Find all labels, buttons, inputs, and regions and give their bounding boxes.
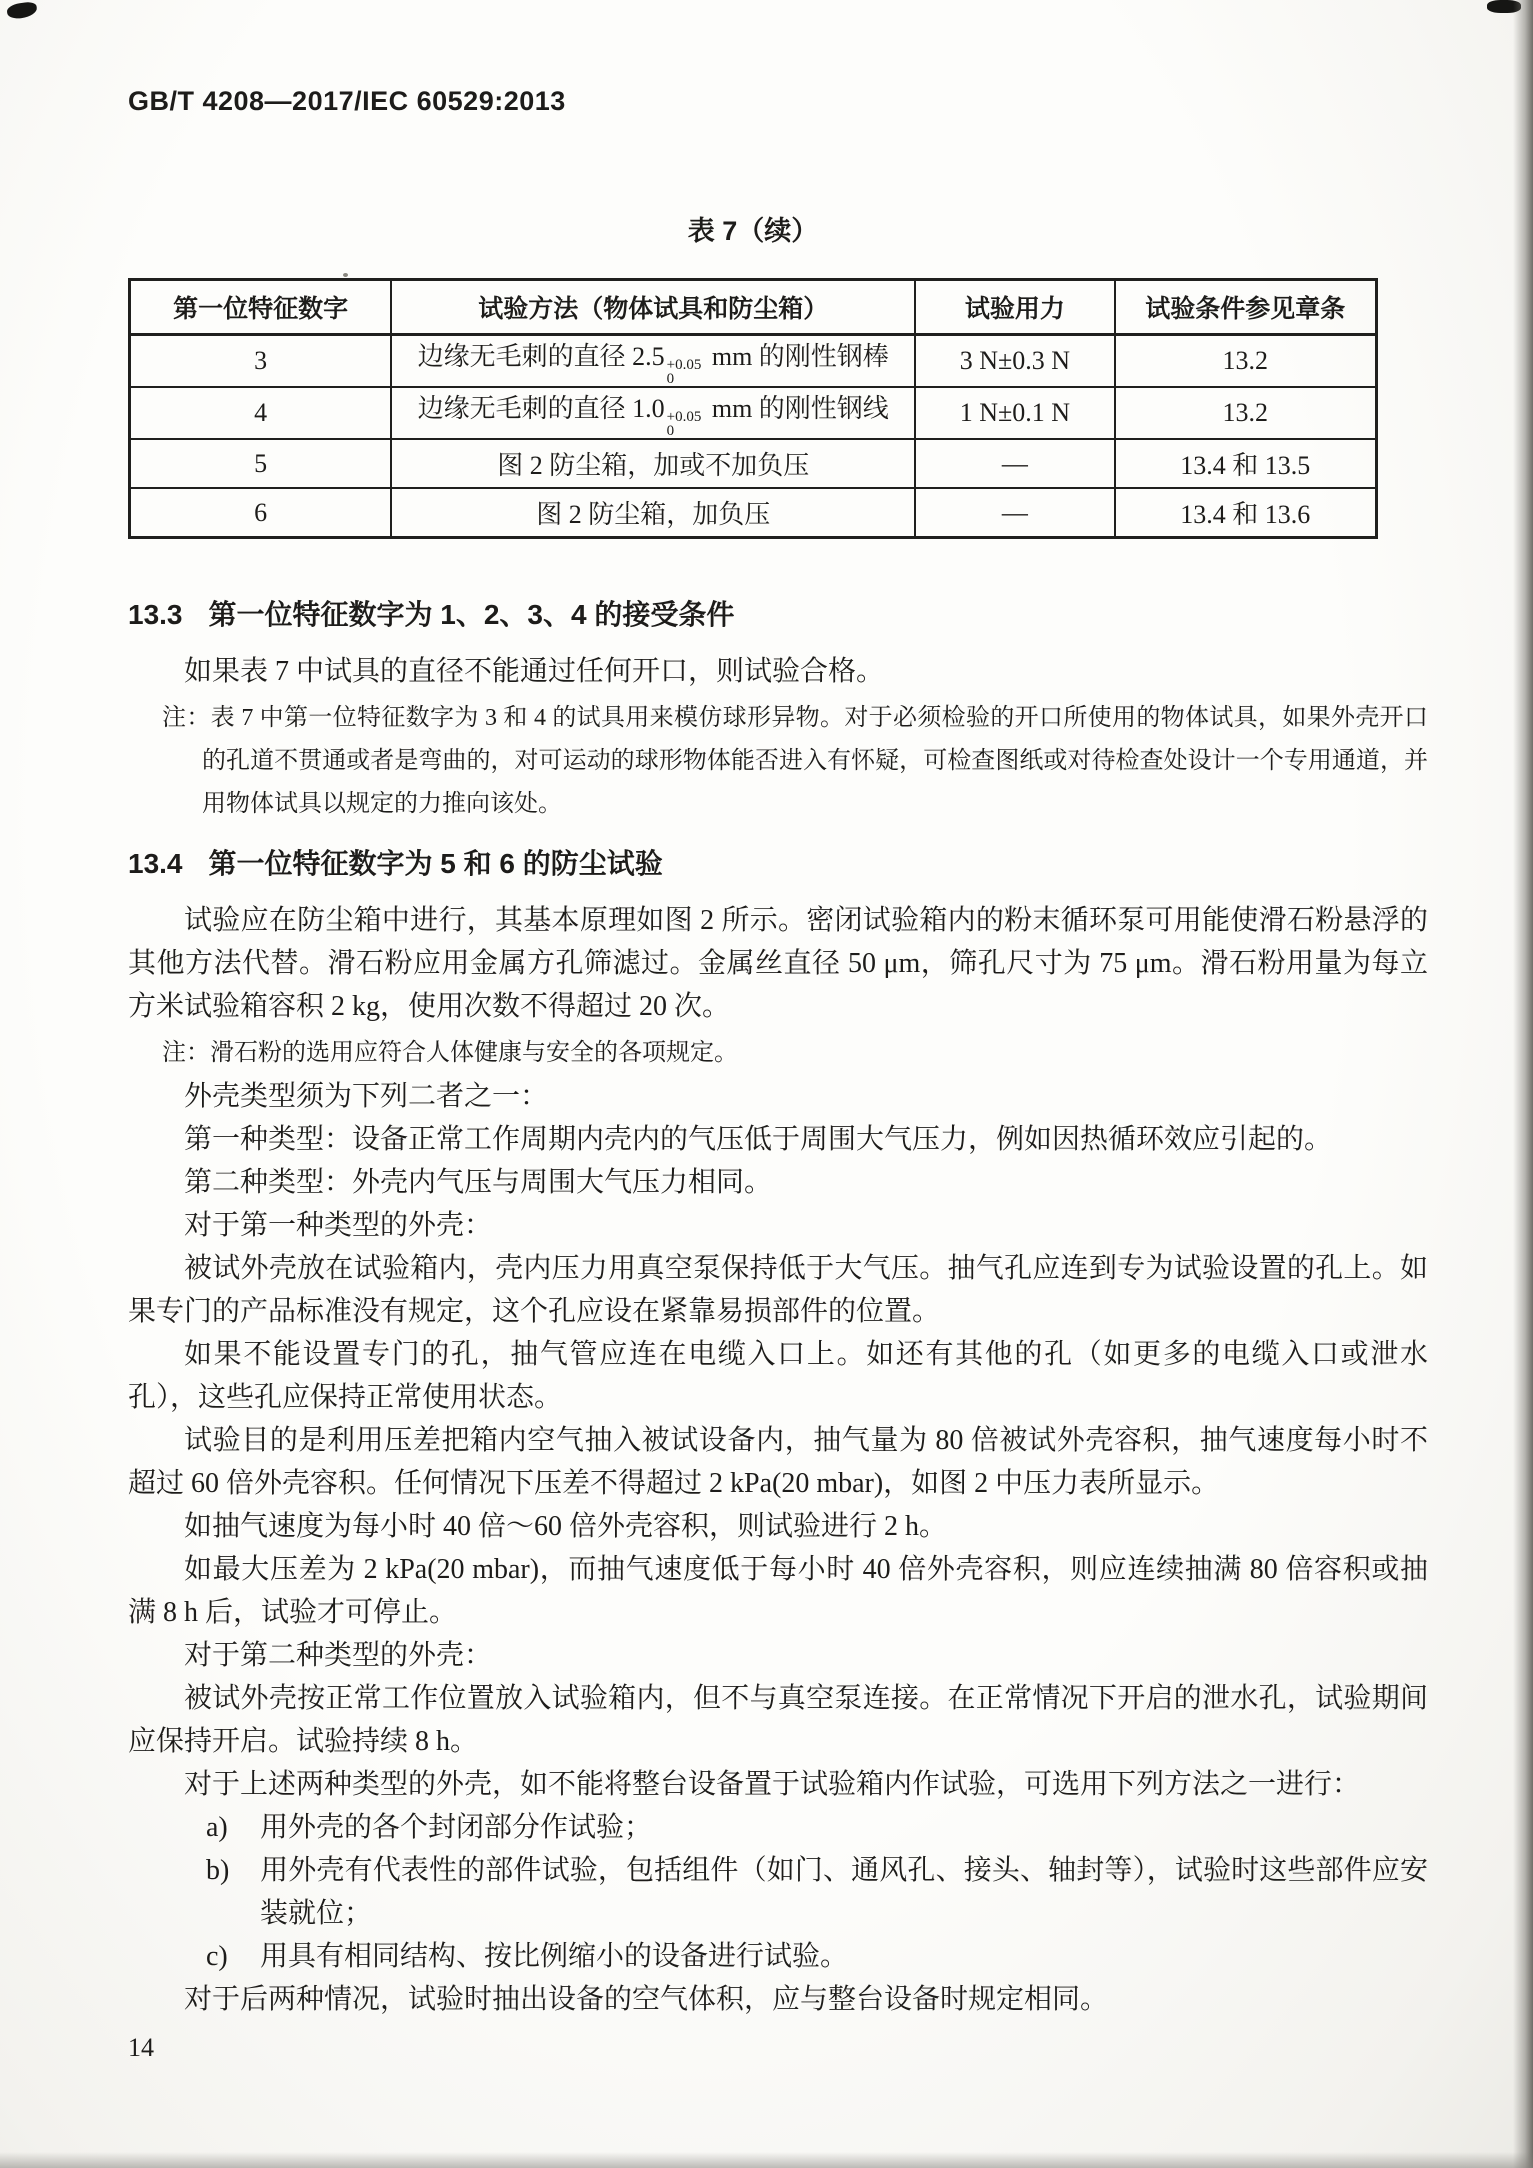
scan-artifact <box>0 2152 1533 2168</box>
tolerance-upper: +0.05 <box>666 357 702 373</box>
cell-clause: 13.2 <box>1115 387 1377 439</box>
cell-clause: 13.2 <box>1115 335 1377 388</box>
table-row <box>130 488 1377 538</box>
list-marker: c) <box>206 1941 228 1972</box>
paragraph-for-type-2: 对于第二种类型的外壳： <box>184 1640 493 1671</box>
col-header-clause-ref: 试验条件参见章条 <box>1115 280 1377 335</box>
cell-method: 图 2 防尘箱，加或不加负压 <box>391 439 915 488</box>
standard-code: GB/T 4208—2017/IEC 60529:2013 <box>128 86 566 116</box>
paragraph-type-2: 第二种类型：外壳内气压与周围大气压力相同。 <box>184 1167 773 1198</box>
paragraph-extraction-rate: 如抽气速度为每小时 40 倍～60 倍外壳容积，则试验进行 2 h。 <box>184 1511 948 1542</box>
paragraph-for-type-1: 对于第一种类型的外壳： <box>184 1210 493 1241</box>
tolerance-stack <box>667 410 702 438</box>
paragraph-normal-position: 被试外壳按正常工作位置放入试验箱内，但不与真空泵连接。在正常情况下开启的泄水孔，试验期间应保持开启。试验持续 8 h。 <box>128 1683 1428 1757</box>
method-text: 边缘无毛刺的直径 2.5 <box>417 342 665 371</box>
list-item-text: 用具有相同结构、按比例缩小的设备进行试验。 <box>260 1941 849 1972</box>
paragraph-test-purpose: 试验目的是利用压差把箱内空气抽入被试设备内，抽气量为 80 倍被试外壳容积，抽气速度每小时不超过 60 倍外壳容积。任何情况下压差不得超过 2 kPa(20 mbar)，如图 2 中压力表所显示。 <box>128 1425 1428 1499</box>
col-header-first-digit: 第一位特征数字 <box>130 280 392 335</box>
note-talcum-safety: 注：滑石粉的选用应符合人体健康与安全的各项规定。 <box>162 1040 738 1066</box>
scan-artifact <box>343 273 348 277</box>
table-row <box>130 439 1377 488</box>
paragraph-max-pressure: 如最大压差为 2 kPa(20 mbar)，而抽气速度低于每小时 40 倍外壳容积，则应连续抽满 80 倍容积或抽满 8 h 后，试验才可停止。 <box>128 1554 1428 1628</box>
tolerance-stack <box>667 358 702 386</box>
paragraph-alternatives-intro: 对于上述两种类型的外壳，如不能将整台设备置于试验箱内作试验，可选用下列方法之一进行： <box>184 1769 1361 1800</box>
table-row <box>130 387 1377 439</box>
cell-method: 图 2 防尘箱，加负压 <box>391 488 915 538</box>
test-methods-table <box>128 278 1378 539</box>
section-title: 第一位特征数字为 5 和 6 的防尘试验 <box>208 848 663 879</box>
cell-force: 1 N±0.1 N <box>915 387 1115 439</box>
page-number: 14 <box>128 2033 154 2062</box>
table-header-row <box>130 280 1377 335</box>
cell-digit: 6 <box>130 488 392 538</box>
cell-clause: 13.4 和 13.6 <box>1115 488 1377 538</box>
method-text: mm 的刚性钢线 <box>705 394 889 423</box>
section-number: 13.4 <box>128 848 183 879</box>
table-caption: 表 7（续） <box>687 216 819 246</box>
method-text: mm 的刚性钢棒 <box>705 342 889 371</box>
list-item-text: 用外壳的各个封闭部分作试验； <box>260 1812 653 1843</box>
cell-force: — <box>915 439 1115 488</box>
method-text: 边缘无毛刺的直径 1.0 <box>417 394 665 423</box>
col-header-test-force: 试验用力 <box>915 280 1115 335</box>
list-item-a <box>206 1806 1428 1849</box>
paragraph-last-two-cases: 对于后两种情况，试验时抽出设备的空气体积，应与整台设备时规定相同。 <box>184 1984 1109 2015</box>
list-item-c <box>206 1935 1428 1978</box>
tolerance-upper: +0.05 <box>666 409 702 425</box>
list-item-text: 用外壳有代表性的部件试验，包括组件（如门、通风孔、接头、轴封等），试验时这些部件应安装就位； <box>260 1855 1428 1929</box>
section-number: 13.3 <box>128 599 183 630</box>
tolerance-lower: 0 <box>666 371 675 387</box>
section-heading-13-4 <box>128 842 1428 885</box>
paragraph-type-1: 第一种类型：设备正常工作周期内壳内的气压低于周围大气压力，例如因热循环效应引起的。 <box>184 1124 1333 1155</box>
scan-artifact <box>1513 0 1533 2168</box>
list-marker: b) <box>206 1855 230 1886</box>
cell-method <box>391 335 915 388</box>
tolerance-lower: 0 <box>666 423 675 439</box>
paragraph-dust-chamber: 试验应在防尘箱中进行，其基本原理如图 2 所示。密闭试验箱内的粉末循环泵可用能使滑石粉悬浮的其他方法代替。滑石粉应用金属方孔筛滤过。金属丝直径 50 μm，筛孔尺寸为 75 μm。滑石粉用量为每立方米试验箱容积 2 kg，使用次数不得超过 20 次。 <box>128 905 1428 1022</box>
cell-digit: 3 <box>130 335 392 388</box>
list-marker: a) <box>206 1812 228 1843</box>
list-item-b <box>206 1849 1428 1935</box>
cell-force: — <box>915 488 1115 538</box>
paragraph-vacuum-pump: 被试外壳放在试验箱内，壳内压力用真空泵保持低于大气压。抽气孔应连到专为试验设置的孔上。如果专门的产品标准没有规定，这个孔应设在紧靠易损部件的位置。 <box>128 1253 1428 1327</box>
paragraph-enclosure-types: 外壳类型须为下列二者之一： <box>184 1081 549 1112</box>
cell-digit: 5 <box>130 439 392 488</box>
paragraph-acceptance: 如果表 7 中试具的直径不能通过任何开口，则试验合格。 <box>184 656 885 687</box>
paragraph-cable-entry: 如果不能设置专门的孔，抽气管应连在电缆入口上。如还有其他的孔（如更多的电缆入口或泄水孔），这些孔应保持正常使用状态。 <box>128 1339 1428 1413</box>
note-spherical-probe: 注：表 7 中第一位特征数字为 3 和 4 的试具用来模仿球形异物。对于必须检验的开口所使用的物体试具，如果外壳开口的孔道不贯通或者是弯曲的，对可运动的球形物体能否进入有怀疑，可检查图纸或对待检查处设计一个专用通道，并用物体试具以规定的力推向该处。 <box>162 705 1428 817</box>
cell-digit: 4 <box>130 387 392 439</box>
table-row <box>130 335 1377 388</box>
section-title: 第一位特征数字为 1、2、3、4 的接受条件 <box>208 599 735 630</box>
cell-force: 3 N±0.3 N <box>915 335 1115 388</box>
cell-method <box>391 387 915 439</box>
col-header-test-method: 试验方法（物体试具和防尘箱） <box>391 280 915 335</box>
cell-clause: 13.4 和 13.5 <box>1115 439 1377 488</box>
section-heading-13-3 <box>128 593 1428 636</box>
